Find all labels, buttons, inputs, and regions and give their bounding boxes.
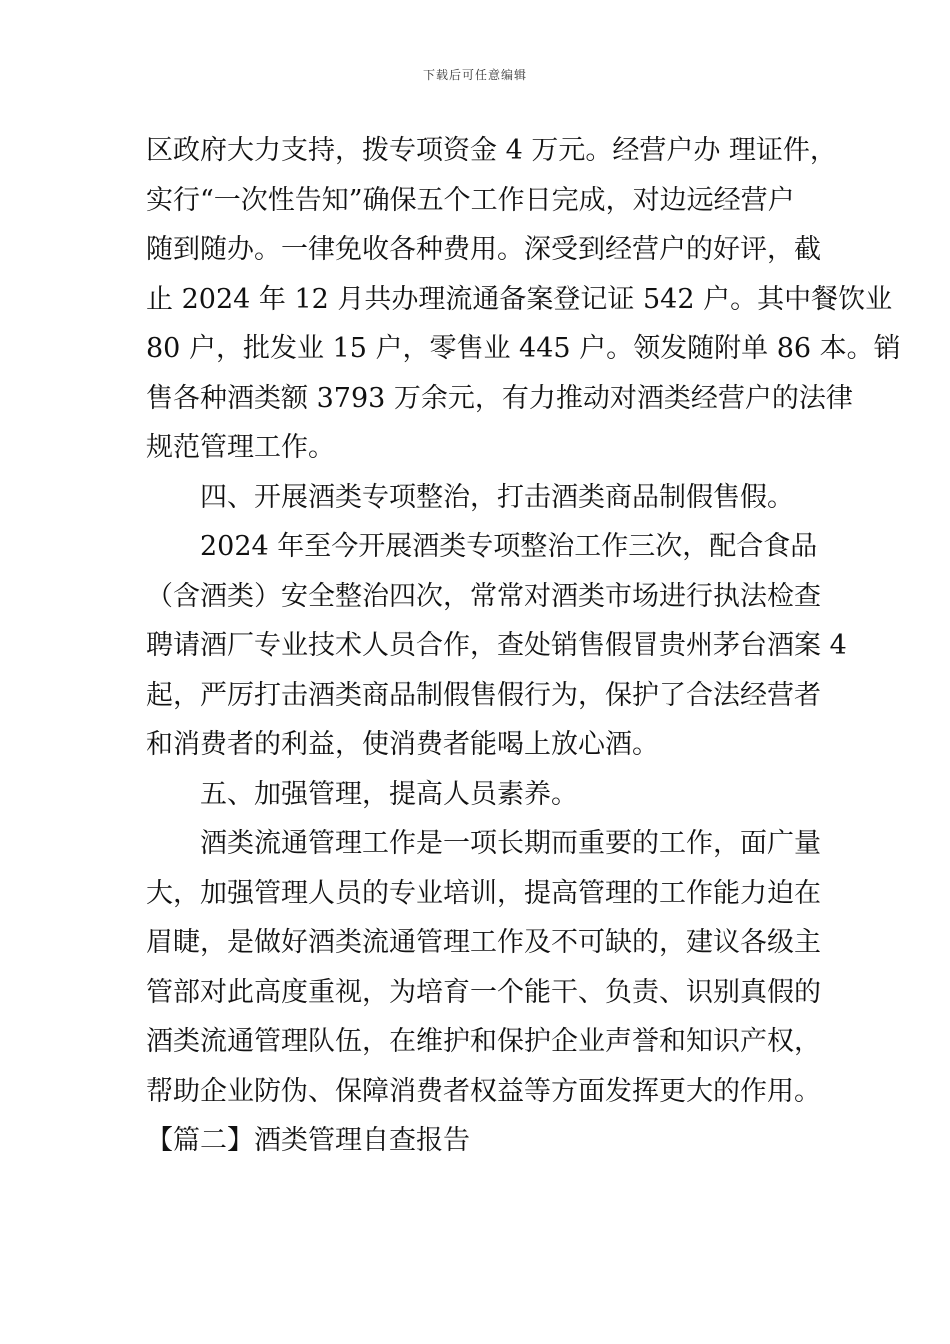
chapter-title: 【篇二】酒类管理自查报告: [146, 1125, 470, 1156]
document-body: [146, 126, 901, 1166]
text-line: 区政府大力支持，拨专项资金 4 万元。经营户办 理证件，: [146, 135, 837, 166]
text-line: 规范管理工作。: [146, 432, 335, 463]
text-line: 起，严厉打击酒类商品制假售假行为，保护了合法经营者: [146, 679, 821, 711]
text-line: 2024 年至今开展酒类专项整治工作三次，配合食品: [200, 531, 818, 562]
section-heading: 四、开展酒类专项整治，打击酒类商品制假售假。: [200, 481, 794, 513]
text-line: 酒类流通管理工作是一项长期而重要的工作，面广量: [200, 828, 821, 859]
text-line: 售各种酒类额 3793 万余元，有力推动对酒类经营户的法律: [146, 382, 853, 414]
text-line: 酒类流通管理队伍，在维护和保护企业声誉和知识产权，: [146, 1026, 821, 1057]
text-line: 眉睫，是做好酒类流通管理工作及不可缺的，建议各级主: [146, 927, 821, 958]
text-line: 实行“一次性告知”确保五个工作日完成，对边远经营户: [146, 184, 795, 216]
text-line: 止 2024 年 12 月共办理流通备案登记证 542 户。其中餐饮业: [146, 283, 893, 315]
section-heading: 五、加强管理，提高人员素养。: [200, 778, 578, 810]
text-line: （含酒类）安全整治四次，常常对酒类市场进行执法检查: [146, 580, 821, 612]
text-line: 和消费者的利益，使消费者能喝上放心酒。: [146, 729, 659, 760]
text-line: 聘请酒厂专业技术人员合作，查处销售假冒贵州茅台酒案 4: [146, 630, 847, 661]
text-line: 管部对此高度重视，为培育一个能干、负责、识别真假的: [146, 976, 821, 1008]
text-line: 帮助企业防伪、保障消费者权益等方面发挥更大的作用。: [146, 1075, 821, 1107]
text-line: 大，加强管理人员的专业培训，提高管理的工作能力迫在: [146, 877, 821, 909]
page-header: 下载后可任意编辑: [422, 68, 527, 82]
text-line: 随到随办。一律免收各种费用。深受到经营户的好评，截: [146, 234, 821, 265]
text-line: 80 户，批发业 15 户，零售业 445 户。领发随附单 86 本。销: [146, 333, 901, 364]
